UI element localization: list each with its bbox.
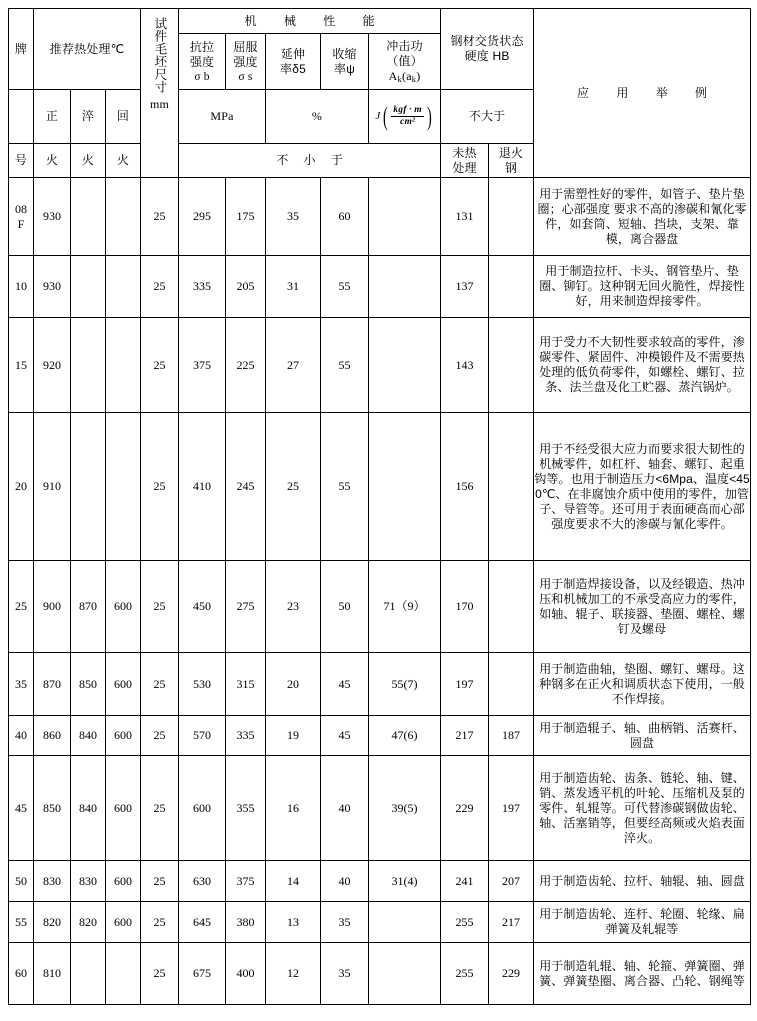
cell-size: 25	[141, 861, 179, 902]
header-grade-mid-blank	[9, 90, 34, 144]
cell-hb-annealed	[489, 256, 534, 318]
cell-yield: 380	[226, 902, 266, 943]
cell-reduction: 55	[321, 318, 369, 413]
table-row	[9, 318, 751, 413]
cell-grade: 50	[9, 861, 34, 902]
cell-quench	[71, 178, 106, 256]
header-hb-untreated	[441, 144, 489, 178]
cell-hb-untreated: 170	[441, 561, 489, 653]
cell-quench: 850	[71, 653, 106, 716]
header-not-more-than	[441, 90, 534, 144]
cell-hb-untreated: 197	[441, 653, 489, 716]
table-row	[9, 716, 751, 756]
elongation-l1: 延伸	[280, 46, 306, 61]
cell-impact	[369, 943, 441, 1005]
hardness-title-line2: 硬度 HB	[464, 49, 510, 64]
cell-impact	[369, 318, 441, 413]
cell-application: 用于需塑性好的零件，如管子、垫片垫圈；心部强度 要求不高的渗碳和氰化零件，如套筒、短轴、挡块，支架、靠模，离合器盘	[534, 178, 751, 256]
cell-tensile: 645	[179, 902, 226, 943]
cell-hb-annealed: 217	[489, 902, 534, 943]
cell-impact	[369, 413, 441, 561]
cell-temper: 600	[106, 861, 141, 902]
header-grade-bottom	[9, 144, 34, 178]
cell-temper: 600	[106, 902, 141, 943]
cell-quench	[71, 413, 106, 561]
unit-percent-label: %	[311, 109, 323, 124]
cell-yield: 205	[226, 256, 266, 318]
cell-normalize: 860	[34, 716, 71, 756]
cell-yield: 355	[226, 756, 266, 861]
cell-size: 25	[141, 561, 179, 653]
cell-grade: 60	[9, 943, 34, 1005]
cell-hb-untreated: 156	[441, 413, 489, 561]
header-quench-bottom	[71, 144, 106, 178]
cell-hb-untreated: 137	[441, 256, 489, 318]
header-yield-strength	[226, 34, 266, 90]
cell-elongation: 35	[266, 178, 321, 256]
grade-line2: F	[17, 216, 25, 231]
header-grade-top-label: 牌	[14, 41, 28, 56]
impact-unit-denominator: cm²	[400, 117, 416, 128]
cell-impact: 71（9）	[369, 561, 441, 653]
cell-size: 25	[141, 756, 179, 861]
impact-symbol: $A_k(a_k)$	[388, 69, 421, 85]
cell-tensile: 630	[179, 861, 226, 902]
cell-impact	[369, 902, 441, 943]
cell-hb-annealed: 207	[489, 861, 534, 902]
cell-tensile: 295	[179, 178, 226, 256]
cell-application: 用于制造曲轴，垫圈、螺钉、螺母。这种钢多在正火和调质状态下使用，一般不作焊接。	[534, 653, 751, 716]
cell-application: 用于制造拉杆、卡头、钢管垫片、垫圈、铆钉。这种钢无回火脆性，焊接性好，用来制造焊接零件。	[534, 256, 751, 318]
cell-application: 用于不经受很大应力而要求很大韧性的机械零件，如杠杆、轴套、螺钉、起重钩等。也用于制造压力<6Mpa、温度<450℃、在非腐蚀介质中使用的零件，加管子、导管等。还可用于表面硬高而心部强度要求不大的渗碳与氰化零件。	[534, 413, 751, 561]
cell-elongation: 25	[266, 413, 321, 561]
cell-quench: 830	[71, 861, 106, 902]
header-row-1	[9, 9, 751, 34]
table-row	[9, 561, 751, 653]
cell-normalize: 820	[34, 902, 71, 943]
cell-elongation: 20	[266, 653, 321, 716]
steel-properties-table	[8, 8, 751, 1005]
cell-reduction: 45	[321, 653, 369, 716]
hardness-title-line1: 钢材交货状态	[450, 34, 524, 49]
cell-quench	[71, 943, 106, 1005]
header-application	[534, 9, 751, 178]
impact-l2: （值）	[386, 54, 423, 69]
cell-size: 25	[141, 256, 179, 318]
header-normalize	[34, 90, 71, 144]
cell-reduction: 60	[321, 178, 369, 256]
cell-elongation: 13	[266, 902, 321, 943]
cell-hb-untreated: 143	[441, 318, 489, 413]
cell-quench: 820	[71, 902, 106, 943]
cell-elongation: 16	[266, 756, 321, 861]
header-unit-impact	[369, 90, 441, 144]
header-unit-percent	[266, 90, 369, 144]
not-less-than-label: 不 小 于	[276, 153, 349, 168]
cell-normalize: 910	[34, 413, 71, 561]
cell-impact: 55(7)	[369, 653, 441, 716]
elongation-l2: 率δ5	[280, 61, 307, 76]
grade-line1: 08	[15, 201, 27, 216]
cell-application: 用于制造齿轮、齿条、链轮、轴、键、销、蒸发透平机的叶轮、压缩机及泵的零件、轧辊等。可代替渗碳钢做齿轮、轴、活塞销等，但要经高频或火焰表面淬火。	[534, 756, 751, 861]
header-impact-energy	[369, 34, 441, 90]
cell-impact: 39(5)	[369, 756, 441, 861]
cell-yield: 245	[226, 413, 266, 561]
cell-quench: 840	[71, 756, 106, 861]
cell-impact	[369, 178, 441, 256]
header-temper	[106, 90, 141, 144]
cell-application: 用于制造齿轮、连杆、轮圈、轮缘、扁弹簧及轧辊等	[534, 902, 751, 943]
cell-tensile: 335	[179, 256, 226, 318]
cell-temper	[106, 256, 141, 318]
cell-yield: 315	[226, 653, 266, 716]
cell-hb-annealed	[489, 178, 534, 256]
cell-size: 25	[141, 178, 179, 256]
cell-temper	[106, 413, 141, 561]
cell-reduction: 40	[321, 861, 369, 902]
cell-hb-annealed: 187	[489, 716, 534, 756]
header-reduction	[321, 34, 369, 90]
cell-size: 25	[141, 653, 179, 716]
cell-grade: 55	[9, 902, 34, 943]
header-specimen-size-label: 试件毛坯尺寸	[152, 17, 167, 94]
cell-tensile: 450	[179, 561, 226, 653]
cell-tensile: 410	[179, 413, 226, 561]
cell-yield: 335	[226, 716, 266, 756]
cell-elongation: 23	[266, 561, 321, 653]
impact-unit-formula: J ( $\frac{\text{kgf · m}}{\text{cm²}}$ )	[375, 102, 432, 132]
cell-normalize: 810	[34, 943, 71, 1005]
cell-hb-annealed	[489, 413, 534, 561]
cell-temper	[106, 943, 141, 1005]
unit-mpa-label: MPa	[210, 109, 234, 124]
header-tensile-strength	[179, 34, 226, 90]
cell-hb-annealed	[489, 561, 534, 653]
cell-hb-untreated: 217	[441, 716, 489, 756]
cell-size: 25	[141, 716, 179, 756]
cell-yield: 225	[226, 318, 266, 413]
header-hardness-title	[441, 9, 534, 90]
header-mech-group	[179, 9, 441, 34]
cell-application: 用于制造辊子、轴、曲柄销、活赛杆、圆盘	[534, 716, 751, 756]
cell-size: 25	[141, 318, 179, 413]
cell-grade	[9, 178, 34, 256]
cell-temper: 600	[106, 756, 141, 861]
yield-symbol: σ s	[238, 70, 253, 83]
header-normalize-bottom	[34, 144, 71, 178]
cell-normalize: 930	[34, 178, 71, 256]
table-row	[9, 756, 751, 861]
temper-top: 回	[116, 109, 130, 124]
header-grade-top	[9, 9, 34, 90]
header-grade-bottom-label: 号	[14, 153, 28, 168]
cell-temper: 600	[106, 716, 141, 756]
cell-hb-annealed: 229	[489, 943, 534, 1005]
cell-impact: 47(6)	[369, 716, 441, 756]
cell-reduction: 55	[321, 256, 369, 318]
normalize-bottom: 火	[45, 153, 59, 168]
tensile-l1: 抗拉	[189, 39, 215, 54]
hb-untreated-l2: 处理	[452, 160, 477, 175]
cell-quench	[71, 256, 106, 318]
cell-grade: 15	[9, 318, 34, 413]
header-heat-treatment-label: 推荐热处理℃	[49, 41, 125, 56]
cell-hb-annealed	[489, 653, 534, 716]
cell-hb-untreated: 241	[441, 861, 489, 902]
impact-unit-numerator: kgf · m	[393, 105, 422, 116]
cell-application: 用于受力不大韧性要求较高的零件，渗碳零件、紧固件、冲模锻件及不需要热处理的低负荷零件，如螺栓、螺钉、拉条、法兰盘及化工贮器、蒸汽锅炉。	[534, 318, 751, 413]
hb-annealed-l2: 钢	[504, 160, 518, 175]
cell-reduction: 35	[321, 943, 369, 1005]
cell-elongation: 12	[266, 943, 321, 1005]
table-row	[9, 178, 751, 256]
table-row	[9, 943, 751, 1005]
cell-impact	[369, 256, 441, 318]
reduction-l1: 收缩	[332, 46, 357, 61]
table-row	[9, 256, 751, 318]
quench-bottom: 火	[81, 153, 95, 168]
not-more-than-label: 不大于	[468, 109, 506, 124]
cell-size: 25	[141, 413, 179, 561]
cell-hb-annealed: 197	[489, 756, 534, 861]
cell-reduction: 35	[321, 902, 369, 943]
cell-grade: 25	[9, 561, 34, 653]
cell-tensile: 600	[179, 756, 226, 861]
cell-yield: 375	[226, 861, 266, 902]
cell-grade: 40	[9, 716, 34, 756]
normalize-top: 正	[45, 109, 59, 124]
cell-normalize: 870	[34, 653, 71, 716]
header-elongation	[266, 34, 321, 90]
quench-top: 淬	[81, 109, 95, 124]
header-unit-mpa	[179, 90, 266, 144]
cell-tensile: 375	[179, 318, 226, 413]
cell-grade: 45	[9, 756, 34, 861]
cell-yield: 275	[226, 561, 266, 653]
cell-elongation: 19	[266, 716, 321, 756]
cell-reduction: 55	[321, 413, 369, 561]
cell-normalize: 930	[34, 256, 71, 318]
cell-normalize: 850	[34, 756, 71, 861]
cell-hb-annealed	[489, 318, 534, 413]
cell-hb-untreated: 255	[441, 902, 489, 943]
cell-application: 用于制造齿轮、拉杆、轴辊、轴、圆盘	[534, 861, 751, 902]
cell-impact: 31(4)	[369, 861, 441, 902]
cell-grade: 35	[9, 653, 34, 716]
cell-elongation: 14	[266, 861, 321, 902]
cell-normalize: 900	[34, 561, 71, 653]
table-row	[9, 902, 751, 943]
cell-quench: 840	[71, 716, 106, 756]
yield-l2: 强度	[233, 54, 258, 69]
cell-quench	[71, 318, 106, 413]
cell-grade: 10	[9, 256, 34, 318]
cell-yield: 400	[226, 943, 266, 1005]
cell-application: 用于制造轧辊、轴、轮箍、弹簧圈、弹簧、弹簧垫圈、离合器、凸轮、钢绳等	[534, 943, 751, 1005]
cell-reduction: 45	[321, 716, 369, 756]
cell-temper	[106, 178, 141, 256]
table-row	[9, 653, 751, 716]
table-row	[9, 413, 751, 561]
cell-temper: 600	[106, 653, 141, 716]
cell-yield: 175	[226, 178, 266, 256]
cell-hb-untreated: 255	[441, 943, 489, 1005]
header-specimen-size	[141, 9, 179, 178]
tensile-l2: 强度	[189, 54, 215, 69]
header-temper-bottom	[106, 144, 141, 178]
header-quench	[71, 90, 106, 144]
impact-l1: 冲击功	[386, 39, 423, 54]
header-not-less-than	[179, 144, 441, 178]
cell-tensile: 570	[179, 716, 226, 756]
cell-normalize: 830	[34, 861, 71, 902]
reduction-l2: 率ψ	[334, 61, 356, 76]
cell-size: 25	[141, 943, 179, 1005]
header-hb-annealed	[489, 144, 534, 178]
cell-elongation: 27	[266, 318, 321, 413]
cell-reduction: 40	[321, 756, 369, 861]
cell-temper: 600	[106, 561, 141, 653]
tensile-symbol: σ b	[194, 70, 210, 83]
cell-tensile: 530	[179, 653, 226, 716]
header-heat-treatment	[34, 9, 141, 90]
cell-hb-untreated: 229	[441, 756, 489, 861]
header-application-label: 应 用 举 例	[577, 85, 720, 100]
cell-tensile: 675	[179, 943, 226, 1005]
cell-application: 用于制造焊接设备，以及经锻造、热冲压和机械加工的不承受高应力的零件，如轴、辊子、联接器、垫圈、螺栓、螺钉及螺母	[534, 561, 751, 653]
cell-reduction: 50	[321, 561, 369, 653]
header-mech-group-label: 机 械 性 能	[244, 13, 387, 28]
cell-elongation: 31	[266, 256, 321, 318]
cell-temper	[106, 318, 141, 413]
cell-normalize: 920	[34, 318, 71, 413]
temper-bottom: 火	[116, 153, 130, 168]
hb-annealed-l1: 退火	[498, 145, 524, 160]
cell-hb-untreated: 131	[441, 178, 489, 256]
hb-untreated-l1: 未热	[452, 145, 477, 160]
yield-l1: 屈服	[233, 39, 258, 54]
cell-size: 25	[141, 902, 179, 943]
cell-grade: 20	[9, 413, 34, 561]
header-specimen-unit: mm	[149, 97, 170, 112]
impact-unit-j: J	[375, 110, 381, 123]
table-row	[9, 861, 751, 902]
cell-quench: 870	[71, 561, 106, 653]
